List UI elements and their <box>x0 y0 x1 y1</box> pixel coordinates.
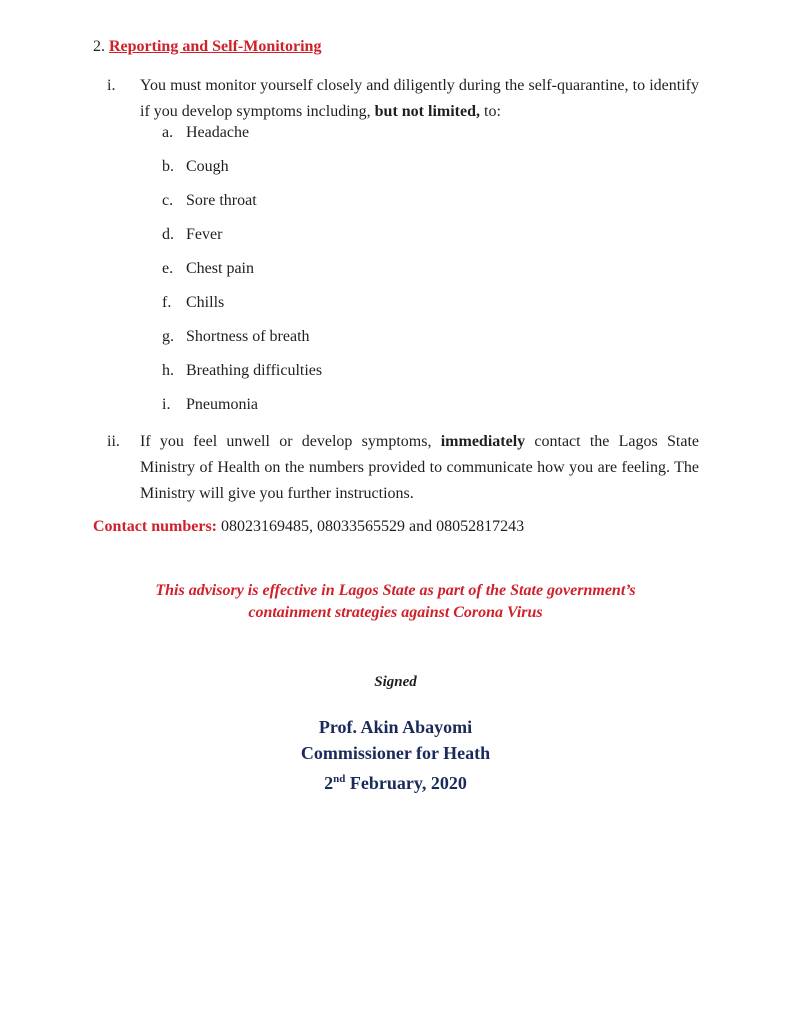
list-letter: h. <box>162 362 174 379</box>
list-item <box>162 260 254 278</box>
signature-date <box>0 766 791 796</box>
list-label: Headache <box>186 124 250 141</box>
bold-text: but not limited, <box>374 103 480 120</box>
signed-label: Signed <box>374 674 417 690</box>
section-number: 2. <box>93 38 105 55</box>
list-item <box>162 226 222 244</box>
section-heading <box>93 38 321 56</box>
text-run: You must monitor yourself closely and diligently during the self-quarantine, to identify if you develop symptoms including, <box>140 77 699 120</box>
list-item <box>162 328 310 346</box>
contact-label: Contact numbers: <box>93 518 217 535</box>
text-run: to: <box>480 103 501 120</box>
date-rest: February, 2020 <box>345 773 467 793</box>
list-letter: d. <box>162 226 174 243</box>
list-letter: b. <box>162 158 174 175</box>
list-letter: g. <box>162 328 174 345</box>
paragraph-text <box>140 429 699 507</box>
list-item <box>162 362 322 380</box>
list-label: Shortness of breath <box>186 328 310 345</box>
list-item <box>162 396 258 414</box>
paragraph-i <box>107 73 699 125</box>
list-item <box>162 192 257 210</box>
paragraph-ii <box>107 429 699 507</box>
date-suffix: nd <box>333 773 346 785</box>
list-item <box>162 294 224 312</box>
bold-text: immediately <box>440 433 526 450</box>
signature-block <box>0 714 791 796</box>
list-label: Chills <box>186 294 225 311</box>
contact-numbers <box>93 518 524 536</box>
contact-values: 08023169485, 08033565529 and 08052817243 <box>217 518 525 535</box>
section-title: Reporting and Self-Monitoring <box>109 38 322 55</box>
advisory-note <box>0 580 791 624</box>
advisory-line: This advisory is effective in Lagos State as part of the State government’s <box>155 582 636 599</box>
list-letter: c. <box>162 192 174 209</box>
list-label: Fever <box>186 226 223 243</box>
list-letter: i. <box>162 396 171 413</box>
advisory-line: containment strategies against Corona Virus <box>248 604 543 621</box>
list-label: Cough <box>186 158 229 175</box>
paragraph-text <box>140 73 699 125</box>
list-letter: f. <box>162 294 172 311</box>
paragraph-marker: i. <box>107 77 116 94</box>
list-item <box>162 158 229 176</box>
list-label: Chest pain <box>186 260 254 277</box>
text-run: If you feel unwell or develop symptoms, <box>140 433 441 450</box>
list-item <box>162 124 249 142</box>
signatory-role: Commissioner for Heath <box>300 743 491 763</box>
paragraph-marker: ii. <box>107 433 120 450</box>
signatory-name: Prof. Akin Abayomi <box>318 717 473 737</box>
list-label: Sore throat <box>186 192 257 209</box>
list-label: Breathing difficulties <box>186 362 323 379</box>
list-letter: a. <box>162 124 174 141</box>
list-label: Pneumonia <box>186 396 258 413</box>
text-run: contact the Lagos State Ministry of Health on the numbers provided to communicate how you are feeling. The Ministry will give you further instructions. <box>140 433 699 502</box>
date-day: 2 <box>324 773 334 793</box>
list-letter: e. <box>162 260 174 277</box>
